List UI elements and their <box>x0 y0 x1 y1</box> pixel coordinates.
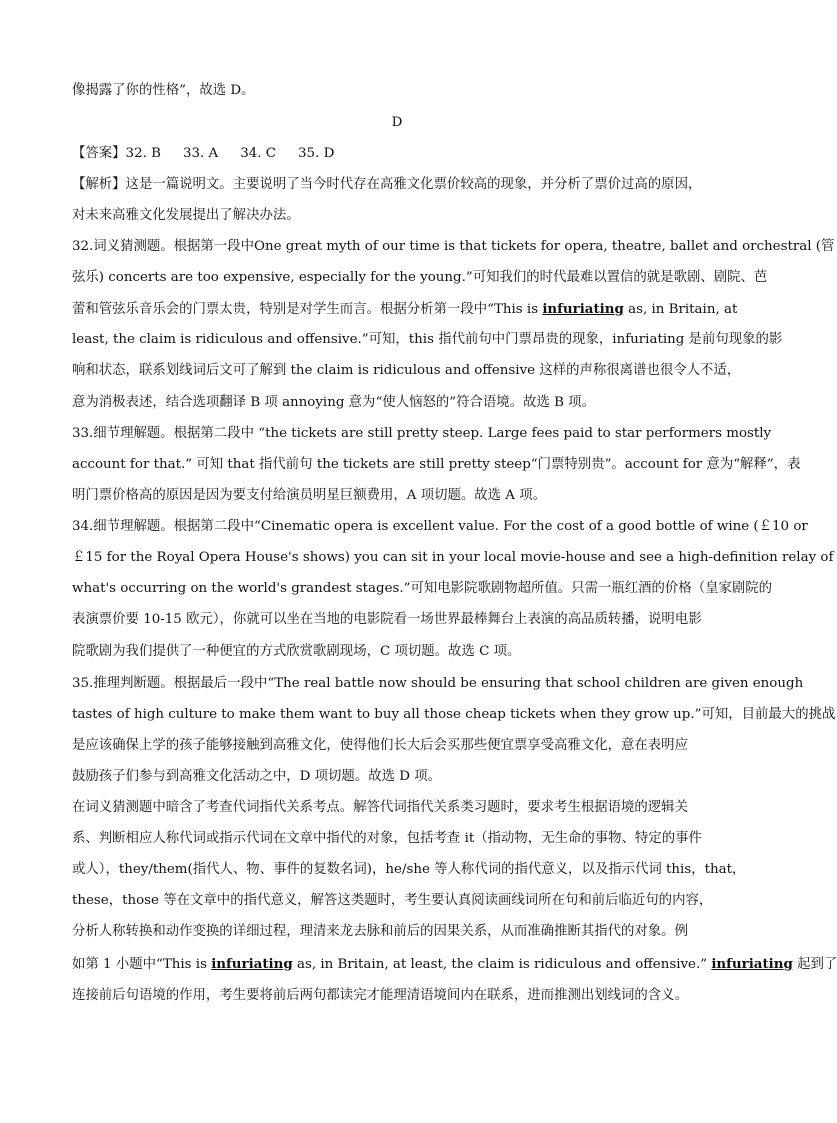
text-line: 在词义猜测题中暗含了考查代词指代关系考点。解答代词指代关系类习题时，要求考生根据语境的逻辑关 <box>72 800 688 815</box>
answer-line <box>72 145 724 163</box>
text-segment: as, in Britain, at <box>623 302 738 317</box>
text-line: 院歌剧为我们提供了一种便宜的方式欣赏歌剧现场，C 项切题。故选 C 项。 <box>72 644 521 659</box>
text-line: 鼓励孩子们参与到高雅文化活动之中，D 项切题。故选 D 项。 <box>72 769 442 784</box>
text-line: these，those 等在文章中的指代意义，解答这类题时，考生要认真阅读画线词所在句和前后临近句的内容， <box>72 893 713 908</box>
text-line: 明门票价格高的原因是因为要支付给演员明星巨额费用，A 项切题。故选 A 项。 <box>72 488 546 503</box>
text-line: 系、判断相应人称代词或指示代词在文章中指代的对象，包括考查 it（指动物，无生命的事物、特定的事件 <box>72 831 702 846</box>
text-line: 或人），they/them(指代人、物、事件的复数名词)，he/she 等人称代词的指代意义，以及指示代词 this，that， <box>72 862 746 877</box>
text-segment: as, in Britain, at least, the claim is ridiculous and offensive.” <box>292 957 712 972</box>
text-line <box>72 300 738 319</box>
answer-33: 33. A <box>182 146 219 161</box>
text-line: 是应该确保上学的孩子能够接触到高雅文化，使得他们长大后会买那些便宜票享受高雅文化，意在表明应 <box>72 738 688 753</box>
text-line: 对未来高雅文化发展提出了解决办法。 <box>72 208 300 223</box>
text-line: what's occurring on the world's grandest stages.”可知电影院歌剧物超所值。只需一瓶红酒的价格（皇家剧院的 <box>72 581 773 596</box>
text-line: 响和状态，联系划线词后文可了解到 the claim is ridiculous and offensive 这样的声称很离谱也很令人不适， <box>72 363 741 378</box>
text-segment: 起到了 <box>792 957 837 972</box>
underlined-word: infuriating <box>711 956 793 972</box>
underlined-word: infuriating <box>211 956 293 972</box>
text-line: 【解析】这是一篇说明文。主要说明了当今时代存在高雅文化票价较高的现象，并分析了票价过高的原因， <box>72 177 702 192</box>
text-line: tastes of high culture to make them want to buy all those cheap tickets when they grow up.”可知，目前最大的挑战 <box>72 707 836 722</box>
text-line <box>72 955 837 974</box>
text-line: 35.推理判断题。根据最后一段中“The real battle now should be ensuring that school children are given enough <box>72 676 804 691</box>
text-line: account for that.” 可知 that 指代前句 the tickets are still pretty steep“门票特别贵”。account for 意为“解释”，表 <box>72 457 801 472</box>
answer-34: 34. C <box>240 146 277 161</box>
text-line: 分析人称转换和动作变换的详细过程，理清来龙去脉和前后的因果关系，从而准确推断其指代的对象。例 <box>72 924 688 939</box>
text-line: ￡15 for the Royal Opera House's shows) you can sit in your local movie-house and see a high-definition relay of <box>72 550 834 565</box>
text-line: 意为消极表述，结合选项翻译 B 项 annoying 意为“使人恼怒的”符合语境。故选 B 项。 <box>72 395 595 410</box>
answer-35: 35. D <box>298 146 335 161</box>
text-line: 连接前后句语境的作用，考生要将前后两句都读完才能理清语境间内在联系，进而推测出划线词的含义。 <box>72 988 688 1003</box>
question-heading: D <box>391 115 403 130</box>
text-line: 弦乐) concerts are too expensive, especially for the young.”可知我们的时代最难以置信的就是歌剧、剧院、芭 <box>72 270 768 285</box>
text-segment: 如第 1 小题中“This is <box>72 957 212 972</box>
text-line: least, the claim is ridiculous and offensive.”可知，this 指代前句中门票昂贵的现象，infuriating 是前句现象的影 <box>72 332 783 347</box>
underlined-word: infuriating <box>542 301 624 317</box>
text-line: 表演票价要 10-15 欧元），你就可以坐在当地的电影院看一场世界最棒舞台上表演的高品质转播，说明电影 <box>72 612 702 627</box>
text-line: 像揭露了你的性格”，故选 D。 <box>72 83 255 98</box>
text-line: 32.词义猜测题。根据第一段中One great myth of our time is that tickets for opera, theatre, ballet and orchestral (管 <box>72 239 835 254</box>
text-line: 34.细节理解题。根据第二段中“Cinematic opera is excellent value. For the cost of a good bottle of wine (￡10 or <box>72 519 808 534</box>
text-segment: 蕾和管弦乐音乐会的门票太贵，特别是对学生而言。根据分析第一段中“This is <box>72 302 543 317</box>
text-line: 33.细节理解题。根据第二段中 “the tickets are still pretty steep. Large fees paid to star performers mostly <box>72 426 772 441</box>
answer-32: 【答案】32. B <box>72 146 161 161</box>
